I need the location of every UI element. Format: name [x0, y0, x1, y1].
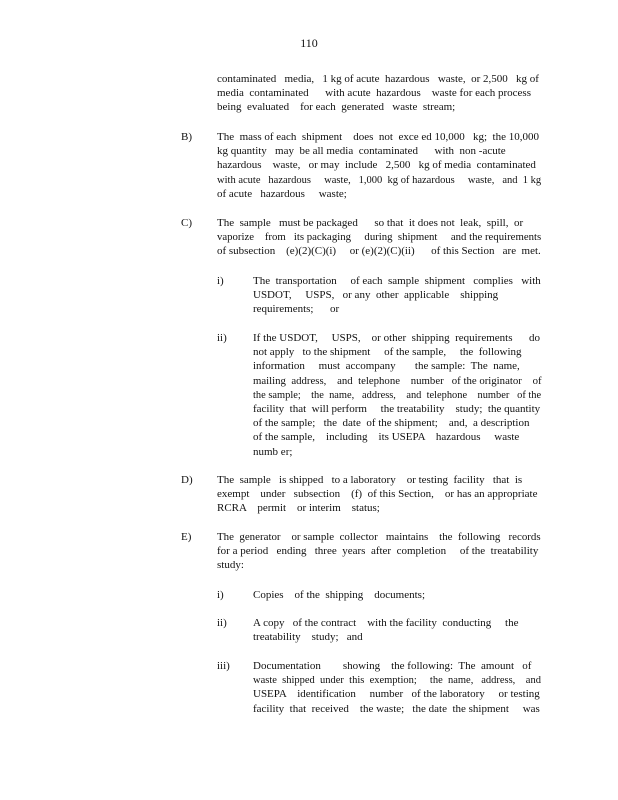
- item-label-e: E): [181, 531, 192, 543]
- subitem-c-ii-paragraph: [253, 331, 541, 459]
- text-line: Documentation showing the following: The amount of: [253, 660, 532, 672]
- subitem-e-iii-paragraph: [253, 659, 541, 716]
- item-b-paragraph: [217, 130, 541, 201]
- text-line: The mass of each shipment does not exce ed 10,000 kg; the 10,000: [217, 131, 539, 143]
- text-line: facility that received the waste; the date the shipment was: [253, 702, 540, 715]
- text-line: The generator or sample collector maintains the following records: [217, 531, 541, 543]
- intro-paragraph: [217, 72, 541, 115]
- item-c-paragraph: [217, 216, 541, 259]
- subitem-label-e-iii: iii): [217, 660, 230, 672]
- text-line: facility that will perform the treatability study; the quantity: [253, 403, 541, 416]
- item-label-b: B): [181, 131, 192, 143]
- text-line: The sample must be packaged so that it does not leak, spill, or: [217, 217, 524, 229]
- text-line: of the sample; the date of the shipment; and, a description: [253, 417, 530, 430]
- page-number: 110: [300, 36, 318, 50]
- text-line: A copy of the contract with the facility conducting the: [253, 617, 519, 629]
- item-label-d: D): [181, 474, 193, 486]
- subitem-label-e-i: i): [217, 589, 224, 601]
- text-line: exempt under subsection (f) of this Section, or has an appropriate: [217, 488, 538, 501]
- subitem-label-c-i: i): [217, 275, 224, 287]
- text-line: for a period ending three years after completion of the treatability: [217, 545, 539, 558]
- subitem-e-ii-paragraph: [253, 616, 541, 644]
- text-line: study:: [217, 559, 244, 572]
- text-line: The transportation of each sample shipment complies with: [253, 275, 541, 287]
- text-line: waste shipped under this exemption; the name, address, and: [253, 674, 541, 687]
- text-line: of the sample, including its USEPA hazardous waste: [253, 431, 520, 444]
- text-line: treatability study; and: [253, 631, 363, 644]
- text-line: RCRA permit or interim status;: [217, 502, 380, 515]
- text-line: media contaminated with acute hazardous waste for each process: [217, 87, 531, 100]
- subitem-label-e-ii: ii): [217, 617, 227, 629]
- text-line: with acute hazardous waste, 1,000 kg of hazardous waste, and 1 kg: [217, 173, 542, 186]
- text-line: kg quantity may be all media contaminated with non -acute: [217, 145, 506, 158]
- item-d-paragraph: [217, 473, 541, 516]
- text-line: contaminated media, 1 kg of acute hazardous waste, or 2,500 kg of: [217, 73, 539, 85]
- text-line: information must accompany the sample: The name,: [253, 360, 520, 373]
- text-line: numb er;: [253, 445, 293, 458]
- text-line: not apply to the shipment of the sample, the following: [253, 346, 522, 359]
- text-line: mailing address, and telephone number of the originator of: [253, 374, 542, 387]
- subitem-label-c-ii: ii): [217, 332, 227, 344]
- text-line: of subsection (e)(2)(C)(i) or (e)(2)(C)(ii) of this Section are met.: [217, 245, 541, 258]
- text-line: USDOT, USPS, or any other applicable shipping: [253, 289, 499, 302]
- text-line: vaporize from its packaging during shipment and the requirements: [217, 231, 542, 244]
- text-line: USEPA identification number of the laboratory or testing: [253, 688, 540, 701]
- item-e-paragraph: [217, 530, 541, 573]
- text-line: requirements; or: [253, 303, 340, 316]
- subitem-e-i-paragraph: [253, 588, 541, 602]
- text-line: If the USDOT, USPS, or other shipping requirements do: [253, 332, 540, 344]
- text-line: the sample; the name, address, and telephone number of the: [253, 388, 542, 401]
- text-line: of acute hazardous waste;: [217, 187, 347, 200]
- item-label-c: C): [181, 217, 192, 229]
- text-line: Copies of the shipping documents;: [253, 589, 426, 601]
- text-line: The sample is shipped to a laboratory or testing facility that is: [217, 474, 523, 486]
- subitem-c-i-paragraph: [253, 274, 541, 317]
- text-line: hazardous waste, or may include 2,500 kg of media contaminated: [217, 159, 536, 172]
- text-line: being evaluated for each generated waste stream;: [217, 101, 456, 114]
